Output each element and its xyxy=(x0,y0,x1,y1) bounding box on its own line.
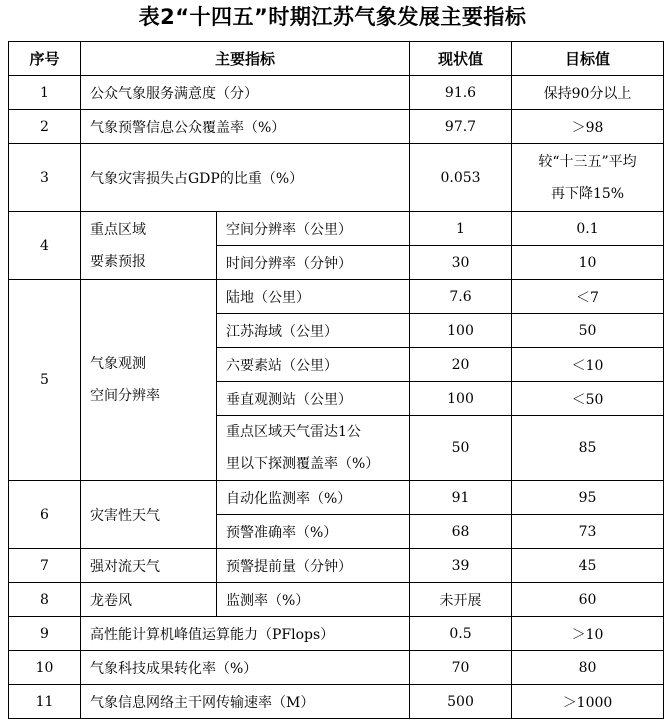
sub-indicator-cell: 预警准确率（%） xyxy=(217,515,410,549)
sub-indicator-cell: 江苏海域（公里） xyxy=(217,314,410,348)
header-seq: 序号 xyxy=(9,42,81,76)
seq-cell: 9 xyxy=(9,617,81,651)
current-cell: 100 xyxy=(410,314,512,348)
current-cell: 97.7 xyxy=(410,110,512,144)
table-row xyxy=(9,685,664,719)
sub-indicator-cell: 时间分辨率（分钟） xyxy=(217,246,410,280)
current-cell: 68 xyxy=(410,515,512,549)
target-cell: 0.1 xyxy=(512,212,664,246)
target-line: 较“十三五”平均 xyxy=(538,153,637,170)
header-target: 目标值 xyxy=(512,42,664,76)
table-row xyxy=(9,280,664,314)
sub-indicator-cell: 自动化监测率（%） xyxy=(217,481,410,515)
seq-cell: 1 xyxy=(9,76,81,110)
indicator-cell: 气象灾害损失占GDP的比重（%） xyxy=(81,144,410,212)
table-row xyxy=(9,110,664,144)
table-row xyxy=(9,651,664,685)
seq-cell: 2 xyxy=(9,110,81,144)
sub-indicator-cell: 监测率（%） xyxy=(217,583,410,617)
table-title: 表2“十四五”时期江苏气象发展主要指标 xyxy=(138,5,527,29)
current-cell: 30 xyxy=(410,246,512,280)
target-cell: 80 xyxy=(512,651,664,685)
sub-indicator-cell: 六要素站（公里） xyxy=(217,348,410,382)
group-cell: 龙卷风 xyxy=(81,583,217,617)
seq-cell: 10 xyxy=(9,651,81,685)
current-cell: 0.053 xyxy=(410,144,512,212)
indicator-cell: 高性能计算机峰值运算能力（PFlops） xyxy=(81,617,410,651)
seq-cell: 7 xyxy=(9,549,81,583)
table-row xyxy=(9,144,664,212)
target-cell: ＜7 xyxy=(512,280,664,314)
table-row xyxy=(9,617,664,651)
indicator-cell: 气象科技成果转化率（%） xyxy=(81,651,410,685)
target-cell: 45 xyxy=(512,549,664,583)
indicators-table xyxy=(8,41,664,719)
current-cell: 100 xyxy=(410,382,512,416)
seq-cell: 5 xyxy=(9,280,81,481)
target-cell: ＜50 xyxy=(512,382,664,416)
group-line: 重点区域 xyxy=(90,221,146,238)
current-cell: 0.5 xyxy=(410,617,512,651)
table-row xyxy=(9,549,664,583)
group-cell: 强对流天气 xyxy=(81,549,217,583)
current-cell: 500 xyxy=(410,685,512,719)
current-cell: 91.6 xyxy=(410,76,512,110)
target-cell: ＞1000 xyxy=(512,685,664,719)
sub-indicator-cell: 陆地（公里） xyxy=(217,280,410,314)
target-cell: ＞98 xyxy=(512,110,664,144)
group-cell: 灾害性天气 xyxy=(81,481,217,549)
indicator-cell: 气象信息网络主干网传输速率（M） xyxy=(81,685,410,719)
sub-indicator-line: 里以下探测覆盖率（%） xyxy=(226,456,380,472)
target-cell: 73 xyxy=(512,515,664,549)
sub-indicator-cell: 预警提前量（分钟） xyxy=(217,549,410,583)
header-row xyxy=(9,42,664,76)
current-cell: 91 xyxy=(410,481,512,515)
table-row xyxy=(9,583,664,617)
target-cell: ＞10 xyxy=(512,617,664,651)
sub-indicator-cell: 垂直观测站（公里） xyxy=(217,382,410,416)
current-cell: 50 xyxy=(410,416,512,481)
group-line: 空间分辨率 xyxy=(90,388,160,404)
header-indicator: 主要指标 xyxy=(81,42,410,76)
seq-cell: 3 xyxy=(9,144,81,212)
current-cell: 70 xyxy=(410,651,512,685)
sub-indicator-cell xyxy=(217,416,410,481)
current-cell: 39 xyxy=(410,549,512,583)
table-row xyxy=(9,481,664,515)
target-cell: 保持90分以上 xyxy=(512,76,664,110)
current-cell: 1 xyxy=(410,212,512,246)
seq-cell: 6 xyxy=(9,481,81,549)
seq-cell: 8 xyxy=(9,583,81,617)
group-cell xyxy=(81,280,217,481)
group-cell xyxy=(81,212,217,280)
seq-cell: 11 xyxy=(9,685,81,719)
target-cell: 50 xyxy=(512,314,664,348)
target-cell: 60 xyxy=(512,583,664,617)
target-cell: 10 xyxy=(512,246,664,280)
target-cell: ＜10 xyxy=(512,348,664,382)
target-line: 再下降15% xyxy=(550,185,625,202)
sub-indicator-line: 重点区域天气雷达1公 xyxy=(226,424,361,440)
sub-indicator-cell: 空间分辨率（公里） xyxy=(217,212,410,246)
table-row xyxy=(9,76,664,110)
target-cell: 85 xyxy=(512,416,664,481)
indicator-cell: 气象预警信息公众覆盖率（%） xyxy=(81,110,410,144)
current-cell: 20 xyxy=(410,348,512,382)
group-line: 气象观测 xyxy=(90,356,146,372)
target-cell: 95 xyxy=(512,481,664,515)
table-row xyxy=(9,212,664,246)
current-cell: 未开展 xyxy=(410,583,512,617)
indicator-cell: 公众气象服务满意度（分） xyxy=(81,76,410,110)
group-line: 要素预报 xyxy=(90,253,146,270)
header-current: 现状值 xyxy=(410,42,512,76)
seq-cell: 4 xyxy=(9,212,81,280)
target-cell xyxy=(512,144,664,212)
current-cell: 7.6 xyxy=(410,280,512,314)
